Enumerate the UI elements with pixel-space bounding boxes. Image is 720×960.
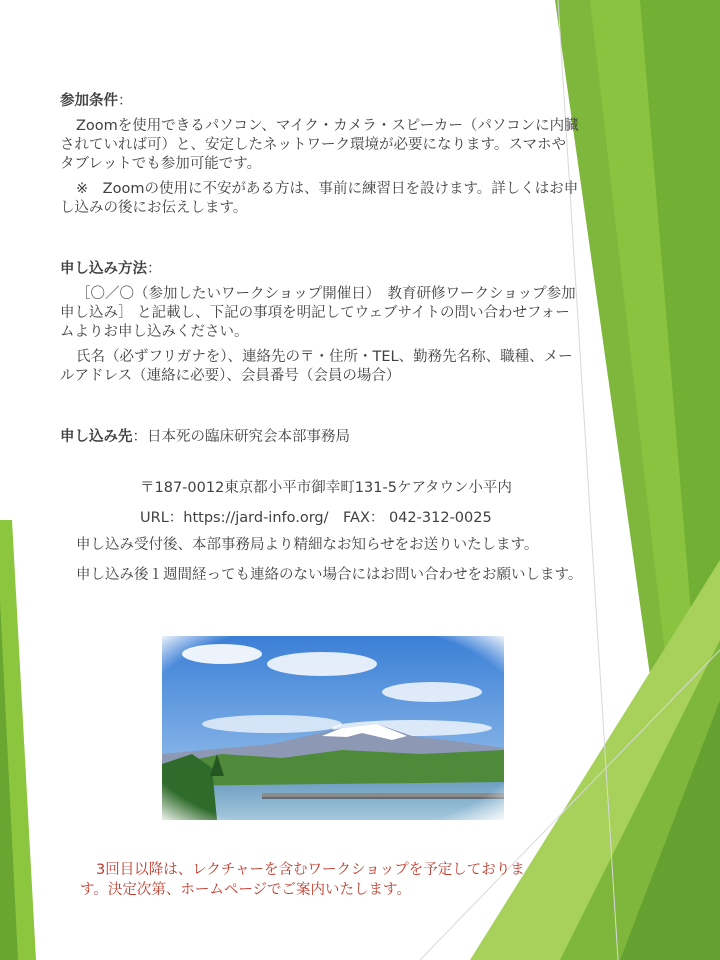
conditions-paragraph-1: Zoomを使用できるパソコン、マイク・カメラ・スピーカー（パソコンに内臓されていれば可）と、安定したネットワーク環境が必要になります。スマホやタブレットでも参加可能です。 bbox=[60, 118, 579, 172]
conditions-paragraph-2: ※ Zoomの使用に不安がある方は、事前に練習日を設けます。詳しくはお申し込みの後にお伝えします。 bbox=[60, 181, 579, 216]
method-paragraph-1: ［〇／〇（参加したいワークショップ開催日） 教育研修ワークショップ参加申し込み］ と記載し、下記の事項を明記してウェブサイトの問い合わせフォームよりお申し込みください。 bbox=[60, 286, 576, 340]
footer-notice bbox=[80, 860, 550, 900]
conditions-colon: ： bbox=[118, 93, 133, 109]
contact-heading bbox=[60, 428, 580, 447]
contact-address: 〒187-0012東京都小平市御幸町131-5ケアタウン小平内 bbox=[140, 480, 512, 496]
footer-text: 3回目以降は、レクチャーを含むワークショップを予定しております。決定次第、ホームページでご案内いたします。 bbox=[80, 862, 525, 898]
method-label: 申し込み方法 bbox=[60, 261, 147, 277]
conditions-heading bbox=[60, 92, 580, 111]
conditions-label: 参加条件 bbox=[60, 93, 118, 109]
contact-note-2-text: 申し込み後１週間経っても連絡のない場合にはお問い合わせをお願いします。 bbox=[76, 567, 583, 583]
mountain-lake-photo bbox=[162, 636, 504, 820]
main-text bbox=[60, 92, 580, 447]
contact-org: ：日本死の臨床研究会本部事務局 bbox=[132, 429, 350, 445]
contact-note-1-text: 申し込み受付後、本部事務局より精細なお知らせをお送りいたします。 bbox=[76, 537, 539, 553]
method-colon: ： bbox=[147, 261, 162, 277]
contact-url-fax: URL：https://jard-info.org/ FAX： 042-312-0025 bbox=[140, 510, 492, 526]
contact-note-1 bbox=[60, 536, 590, 555]
contact-label: 申し込み先 bbox=[60, 429, 133, 445]
method-heading bbox=[60, 260, 580, 279]
method-paragraph-2: 氏名（必ずフリガナを）、連絡先の〒・住所・TEL、勤務先名称、職種、メールアドレス（連絡に必要）、会員番号（会員の場合） bbox=[60, 349, 573, 384]
contact-note-2 bbox=[60, 566, 590, 585]
